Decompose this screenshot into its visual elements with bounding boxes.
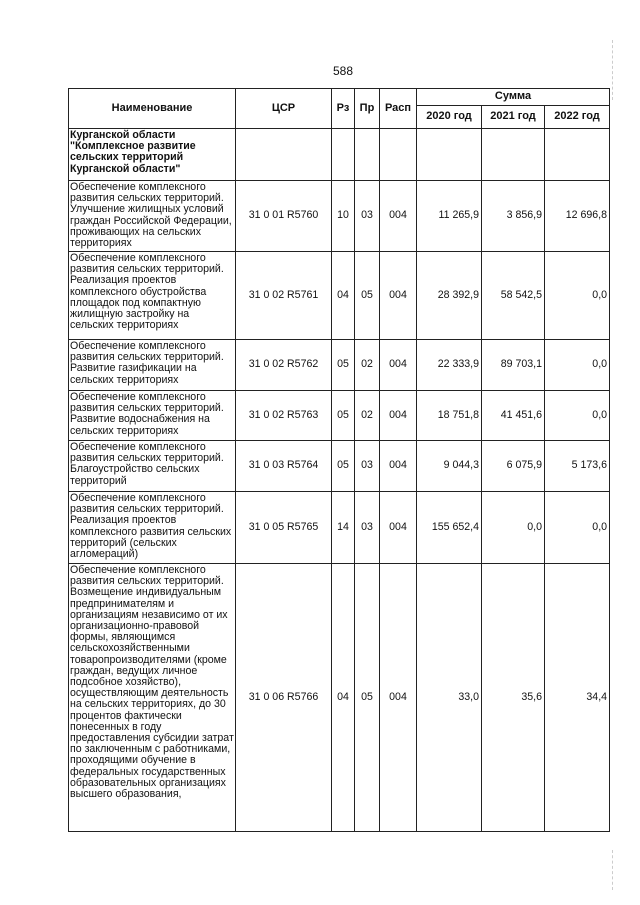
cell-rasp: 004 xyxy=(380,340,417,391)
cell-2021: 6 075,9 xyxy=(482,441,545,492)
cell-2021: 89 703,1 xyxy=(482,340,545,391)
table-body xyxy=(69,129,610,832)
cell-name: Обеспечение комплексного развития сельских территорий. Реализация проектов комплексного развития сельских территорий (сельских агломераций) xyxy=(69,492,236,564)
cell-2020: 33,0 xyxy=(417,564,482,832)
cell-csr: 31 0 03 R5764 xyxy=(236,441,332,492)
cell-rz xyxy=(332,129,355,181)
cell-2020: 11 265,9 xyxy=(417,181,482,252)
table-row xyxy=(69,340,610,391)
header-2021: 2021 год xyxy=(482,106,545,129)
header-pr: Пр xyxy=(355,89,380,129)
header-2022: 2022 год xyxy=(545,106,610,129)
cell-2020: 155 652,4 xyxy=(417,492,482,564)
cell-2020: 9 044,3 xyxy=(417,441,482,492)
cell-csr: 31 0 02 R5763 xyxy=(236,391,332,441)
cell-rasp: 004 xyxy=(380,564,417,832)
cell-rasp: 004 xyxy=(380,492,417,564)
cell-rz: 10 xyxy=(332,181,355,252)
cell-rz: 05 xyxy=(332,340,355,391)
header-2020: 2020 год xyxy=(417,106,482,129)
cell-name: Обеспечение комплексного развития сельских территорий. Благоустройство сельских территорий xyxy=(69,441,236,492)
cell-csr: 31 0 02 R5762 xyxy=(236,340,332,391)
cell-rasp: 004 xyxy=(380,252,417,340)
cell-rasp xyxy=(380,129,417,181)
cell-pr: 02 xyxy=(355,340,380,391)
page-number: 588 xyxy=(332,64,354,78)
header-rz: Рз xyxy=(332,89,355,129)
header-rasp: Расп xyxy=(380,89,417,129)
cell-2022: 5 173,6 xyxy=(545,441,610,492)
scan-artifact xyxy=(612,40,613,100)
table-row xyxy=(69,129,610,181)
table-row xyxy=(69,564,610,832)
cell-2020: 22 333,9 xyxy=(417,340,482,391)
cell-2020: 28 392,9 xyxy=(417,252,482,340)
cell-name: Обеспечение комплексного развития сельских территорий. Возмещение индивидуальным предпринимателям и организациям независимо от их организационно-правовой формы, являющимся сельскохозяйственными товаропроизводителями (кроме граждан, ведущих личное подсобное хозяйство), осуществляющим деятельность на сельских территориях, до 30 процентов фактически понесенных в году предоставления субсидии затрат по заключенным с работниками, проходящими обучение в федеральных государственных образовательных организациях высшего образования, xyxy=(69,564,236,832)
table-row xyxy=(69,252,610,340)
cell-rasp: 004 xyxy=(380,441,417,492)
table-row xyxy=(69,181,610,252)
table-row xyxy=(69,441,610,492)
cell-pr: 05 xyxy=(355,564,380,832)
cell-csr: 31 0 06 R5766 xyxy=(236,564,332,832)
cell-rz: 05 xyxy=(332,441,355,492)
header-name: Наименование xyxy=(69,89,236,129)
cell-rz: 04 xyxy=(332,252,355,340)
scan-artifact xyxy=(612,850,613,890)
header-csr: ЦСР xyxy=(236,89,332,129)
cell-rz: 04 xyxy=(332,564,355,832)
cell-pr: 03 xyxy=(355,492,380,564)
cell-csr: 31 0 01 R5760 xyxy=(236,181,332,252)
cell-2022: 0,0 xyxy=(545,340,610,391)
cell-2020 xyxy=(417,129,482,181)
cell-2020: 18 751,8 xyxy=(417,391,482,441)
cell-csr xyxy=(236,129,332,181)
cell-2022: 0,0 xyxy=(545,492,610,564)
cell-2021: 0,0 xyxy=(482,492,545,564)
cell-2021: 3 856,9 xyxy=(482,181,545,252)
cell-name: Обеспечение комплексного развития сельских территорий. Улучшение жилищных условий граждан Российской Федерации, проживающих на сельских территориях xyxy=(69,181,236,252)
cell-2021: 41 451,6 xyxy=(482,391,545,441)
cell-2022: 0,0 xyxy=(545,391,610,441)
cell-2021: 58 542,5 xyxy=(482,252,545,340)
header-sum: Сумма xyxy=(417,89,610,106)
cell-2022: 34,4 xyxy=(545,564,610,832)
cell-name: Обеспечение комплексного развития сельских территорий. Реализация проектов комплексного обустройства площадок под компактную жилищную застройку на сельских территориях xyxy=(69,252,236,340)
cell-2021 xyxy=(482,129,545,181)
cell-rasp: 004 xyxy=(380,391,417,441)
cell-name: Обеспечение комплексного развития сельских территорий. Развитие газификации на сельских территориях xyxy=(69,340,236,391)
cell-pr: 03 xyxy=(355,181,380,252)
cell-2022: 0,0 xyxy=(545,252,610,340)
table-row xyxy=(69,492,610,564)
cell-2022 xyxy=(545,129,610,181)
cell-2022: 12 696,8 xyxy=(545,181,610,252)
cell-name: Обеспечение комплексного развития сельских территорий. Развитие водоснабжения на сельских территориях xyxy=(69,391,236,441)
cell-pr xyxy=(355,129,380,181)
cell-rasp: 004 xyxy=(380,181,417,252)
cell-rz: 05 xyxy=(332,391,355,441)
cell-name: Курганской области "Комплексное развитие сельских территорий Курганской области" xyxy=(69,129,236,181)
cell-csr: 31 0 05 R5765 xyxy=(236,492,332,564)
budget-table xyxy=(68,88,610,832)
table-row xyxy=(69,391,610,441)
cell-rz: 14 xyxy=(332,492,355,564)
cell-pr: 03 xyxy=(355,441,380,492)
cell-2021: 35,6 xyxy=(482,564,545,832)
cell-csr: 31 0 02 R5761 xyxy=(236,252,332,340)
cell-pr: 05 xyxy=(355,252,380,340)
cell-pr: 02 xyxy=(355,391,380,441)
